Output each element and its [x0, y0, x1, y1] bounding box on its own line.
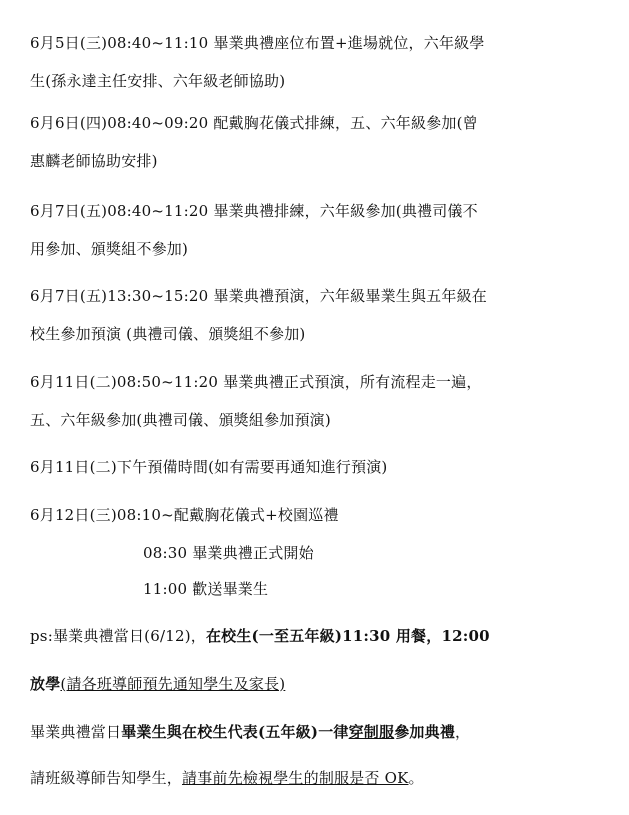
schedule-item-3-line-2: 用參加、頒獎組不參加) [30, 240, 189, 258]
schedule-item-1-line-2: 生(孫永達主任安排、六年級老師協助) [30, 72, 286, 90]
uniform-line-2 [30, 768, 424, 788]
schedule-item-5-line-2: 五、六年級參加(典禮司儀、頒獎組參加預演) [30, 411, 331, 429]
schedule-item-4-line-2: 校生參加預演 (典禮司儀、頒獎組不參加) [30, 325, 306, 343]
ps-dismissal: 放學 [30, 675, 61, 693]
uniform-check: 請事前先檢視學生的制服是否 OK [182, 769, 409, 787]
uniform-attend: 參加典禮 [394, 723, 456, 741]
schedule-item-2-line-1: 6月6日(四)08:40~09:20 配戴胸花儀式排練，五、六年級參加(曾 [30, 114, 478, 132]
ps-lunch-dismissal: 在校生(一至五年級)11:30 用餐，12:00 [205, 627, 490, 645]
schedule-item-3-line-1: 6月7日(五)08:40~11:20 畢業典禮排練，六年級參加(典禮司儀不 [30, 202, 478, 220]
schedule-item-7: 6月12日(三)08:10~配戴胸花儀式+校園巡禮 [30, 506, 339, 524]
ceremony-farewell: 11:00 歡送畢業生 [143, 580, 269, 598]
ps-parent-notice: (請各班導師預先通知學生及家長) [60, 675, 286, 693]
uniform-end: 。 [408, 769, 424, 787]
uniform-attendees: 畢業生與在校生代表(五年級)一律 [121, 723, 349, 741]
ps-line-2 [30, 674, 285, 694]
uniform-comma: ， [455, 723, 471, 741]
uniform-prefix: 畢業典禮當日 [30, 723, 122, 741]
uniform-line-1 [30, 722, 470, 742]
uniform-teacher-notice: 請班級導師告知學生， [30, 769, 183, 787]
schedule-item-6: 6月11日(二)下午預備時間(如有需要再通知進行預演) [30, 458, 388, 476]
uniform-requirement: 穿制服 [348, 723, 395, 741]
schedule-item-2-line-2: 惠麟老師協助安排) [30, 152, 158, 170]
ceremony-start: 08:30 畢業典禮正式開始 [143, 544, 314, 562]
schedule-item-4-line-1: 6月7日(五)13:30~15:20 畢業典禮預演，六年級畢業生與五年級在 [30, 287, 487, 305]
ps-prefix: ps:畢業典禮當日(6/12)， [30, 627, 206, 645]
schedule-item-5-line-1: 6月11日(二)08:50~11:20 畢業典禮正式預演，所有流程走一遍， [30, 373, 482, 391]
ps-line-1 [30, 626, 490, 646]
schedule-item-1-line-1: 6月5日(三)08:40~11:10 畢業典禮座位布置+進場就位，六年級學 [30, 34, 485, 52]
